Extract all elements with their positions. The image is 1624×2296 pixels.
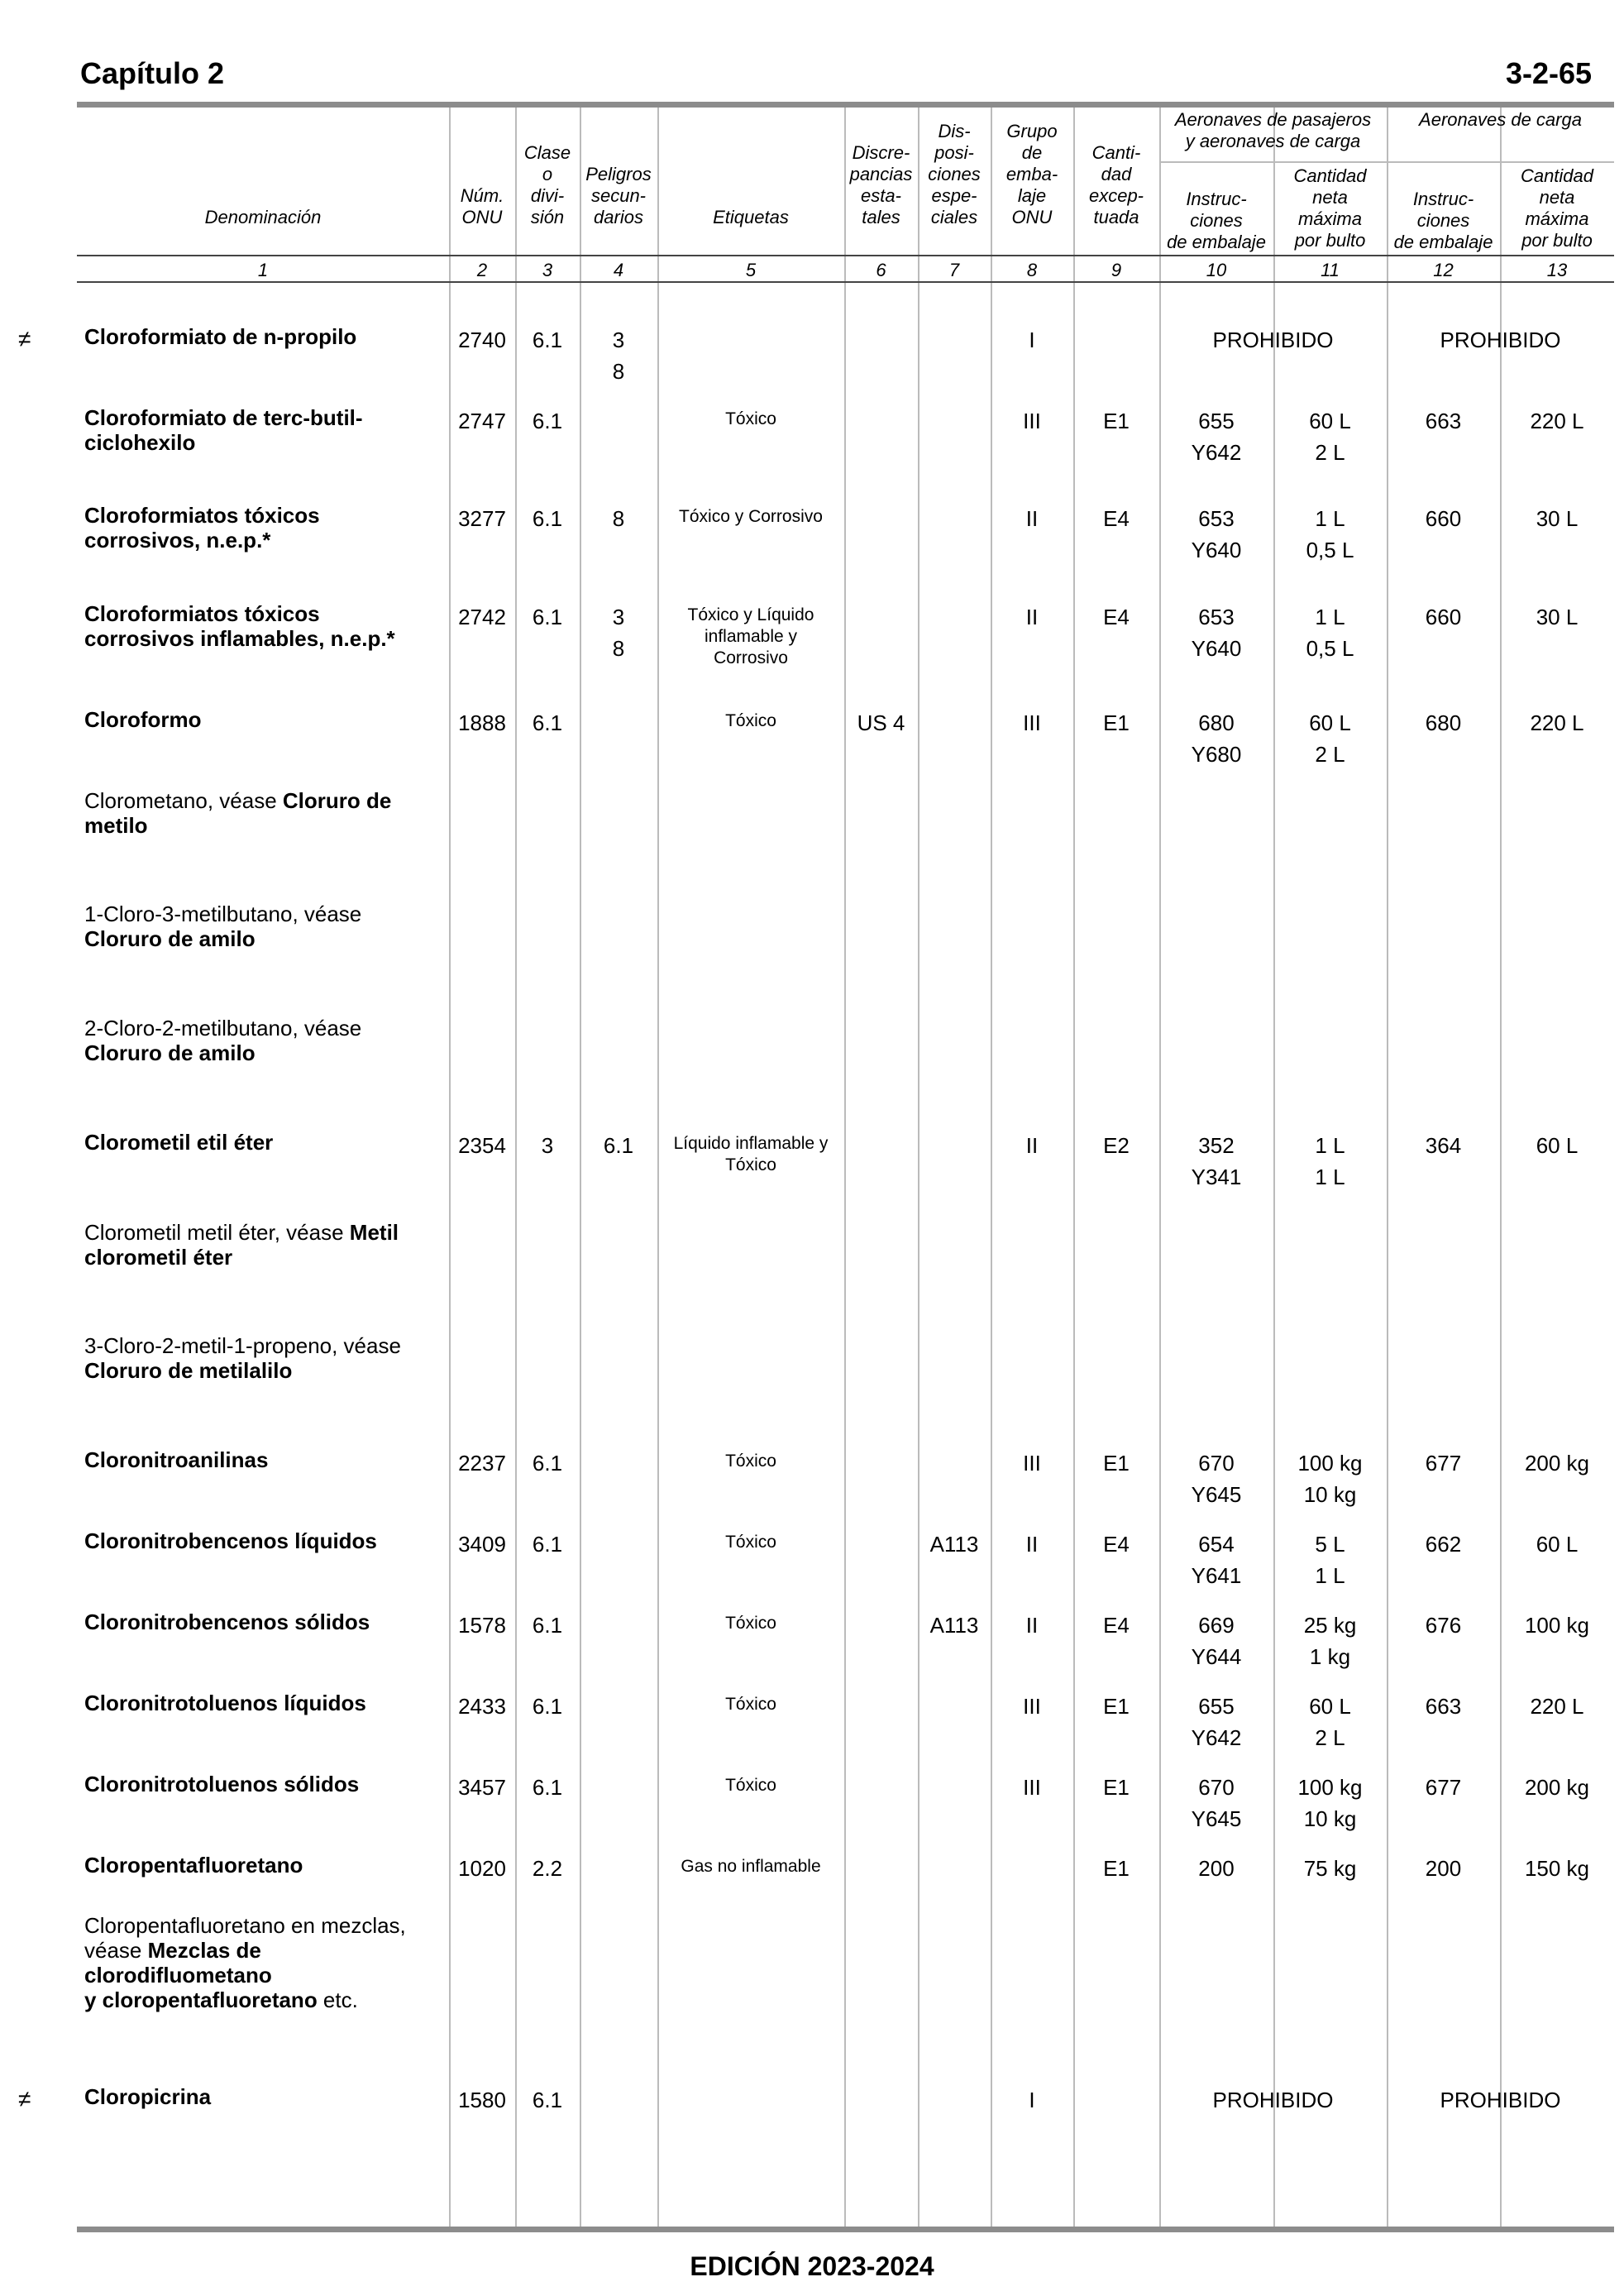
cell-pax-qty: 1 L 0,5 L <box>1306 605 1354 661</box>
cell-clase: 6.1 <box>532 409 563 433</box>
cell-cant-exc: E2 <box>1103 1133 1130 1158</box>
edition-footer: EDICIÓN 2023-2024 <box>690 2251 934 2281</box>
cell-pax-instr: 655 Y642 <box>1191 409 1242 465</box>
cell-etiquetas: Tóxico <box>725 409 776 428</box>
cell-pax-instr: 200 <box>1198 1856 1235 1881</box>
page-number: 3-2-65 <box>1505 56 1592 90</box>
col-header-cargo-instrucciones: Instruc- ciones de embalaje <box>1393 189 1493 252</box>
cell-clase: 6.1 <box>532 1694 563 1719</box>
cell-cargo-qty: 30 L <box>1536 605 1579 629</box>
entry-name: Clorometil metil éter, véase Metil clorometil éter <box>84 1220 399 1270</box>
cell-onu: 2747 <box>458 409 506 433</box>
cell-cargo-instr: 680 <box>1425 710 1462 735</box>
cell-cargo-qty: 60 L <box>1536 1133 1579 1158</box>
cell-cargo-qty: 220 L <box>1530 710 1584 735</box>
cell-cargo-instr: PROHIBIDO <box>1440 2088 1561 2112</box>
cell-cargo-instr: 662 <box>1425 1532 1462 1557</box>
cell-cargo-instr: 677 <box>1425 1775 1462 1800</box>
cell-pax-instr: 653 Y640 <box>1191 605 1242 661</box>
entry-name: Cloronitrotoluenos líquidos <box>84 1691 366 1715</box>
cell-clase: 6.1 <box>532 1532 563 1557</box>
entry-name: Cloropentafluoretano <box>84 1853 303 1877</box>
entry-name: Cloronitrotoluenos sólidos <box>84 1772 360 1796</box>
cell-cargo-qty: 60 L <box>1536 1532 1579 1557</box>
cell-cargo-qty: 30 L <box>1536 506 1579 531</box>
cell-cargo-qty: 200 kg <box>1524 1451 1590 1476</box>
cell-pax-qty: 25 kg 1 kg <box>1303 1613 1357 1669</box>
cell-onu: 3409 <box>458 1532 506 1557</box>
cell-cargo-instr: 200 <box>1425 1856 1462 1881</box>
col-header-clase: Clase o divi- sión <box>523 142 571 227</box>
cell-onu: 1020 <box>458 1856 506 1881</box>
cell-onu: 1888 <box>458 710 506 735</box>
cell-grupo: II <box>1025 605 1039 629</box>
cell-clase: 6.1 <box>532 1775 563 1800</box>
col-header-cargo-cantidad: Cantidad neta máxima por bulto <box>1520 165 1594 251</box>
cell-cargo-qty: 220 L <box>1530 1694 1584 1719</box>
cell-cant-exc: E1 <box>1103 1694 1130 1719</box>
col-header-pasajeros-group: Aeronaves de pasajeros y aeronaves de carga <box>1174 109 1372 151</box>
cell-grupo: I <box>1029 328 1035 352</box>
cell-pax-qty: 100 kg 10 kg <box>1297 1451 1363 1507</box>
cell-grupo: III <box>1023 1775 1041 1800</box>
cell-etiquetas: Tóxico <box>725 1452 776 1471</box>
cell-pax-qty: 60 L 2 L <box>1309 409 1351 465</box>
cell-cargo-qty: 150 kg <box>1524 1856 1590 1881</box>
cell-etiquetas: Tóxico <box>725 1533 776 1552</box>
cell-clase: 6.1 <box>532 328 563 352</box>
entry-name: Cloroformiatos tóxicos corrosivos, n.e.p.* <box>84 503 320 552</box>
cell-peligros: 3 8 <box>612 605 625 661</box>
cell-cargo-qty: 200 kg <box>1524 1775 1590 1800</box>
cell-cargo-qty: 220 L <box>1530 409 1584 433</box>
cell-grupo: II <box>1025 1613 1039 1638</box>
cell-cant-exc: E4 <box>1103 1532 1130 1557</box>
entry-name: Cloropicrina <box>84 2084 212 2109</box>
cell-pax-qty: 75 kg <box>1303 1856 1357 1881</box>
cell-cant-exc: E1 <box>1103 409 1130 433</box>
cell-clase: 6.1 <box>532 2088 563 2112</box>
cell-clase: 6.1 <box>532 506 563 531</box>
cell-cant-exc: E1 <box>1103 1856 1130 1881</box>
entry-name: 3-Cloro-2-metil-1-propeno, véase Cloruro de metilalilo <box>84 1333 401 1383</box>
cell-pax-instr: 654 Y641 <box>1191 1532 1242 1588</box>
cell-pax-instr: PROHIBIDO <box>1212 2088 1334 2112</box>
cell-onu: 1578 <box>458 1613 506 1638</box>
cell-cargo-instr: 660 <box>1425 506 1462 531</box>
col-header-disposiciones: Dis- posi- ciones espe- ciales <box>928 121 981 227</box>
cell-pax-qty: 100 kg 10 kg <box>1297 1775 1363 1831</box>
cell-etiquetas: Tóxico y Líquido inflamable y Corrosivo <box>687 605 814 667</box>
cell-cant-exc: E4 <box>1103 506 1130 531</box>
cell-pax-instr: 655 Y642 <box>1191 1694 1242 1750</box>
cell-onu: 3457 <box>458 1775 506 1800</box>
cell-clase: 6.1 <box>532 710 563 735</box>
entry-name: Cloronitrobencenos líquidos <box>84 1528 377 1553</box>
cell-clase: 6.1 <box>532 605 563 629</box>
cell-grupo: II <box>1025 1133 1039 1158</box>
cell-peligros: 8 <box>612 506 625 531</box>
cell-onu: 3277 <box>458 506 506 531</box>
bottom-rule <box>77 2227 1614 2232</box>
cell-grupo: III <box>1023 409 1041 433</box>
change-mark: ≠ <box>18 2086 31 2112</box>
cell-cargo-instr: 660 <box>1425 605 1462 629</box>
cell-cargo-qty: 100 kg <box>1524 1613 1590 1638</box>
col-header-grupo: Grupo de emba- laje ONU <box>1005 121 1058 227</box>
entry-name: Cloroformiatos tóxicos corrosivos inflamables, n.e.p.* <box>84 601 395 651</box>
cell-disp: A113 <box>929 1613 979 1638</box>
col-header-peligros: Peligros secun- darios <box>585 164 652 227</box>
cell-pax-qty: 1 L 0,5 L <box>1306 506 1354 562</box>
entry-name: Cloroformo <box>84 707 202 732</box>
cell-grupo: I <box>1029 2088 1035 2112</box>
cell-disp: A113 <box>929 1532 979 1557</box>
cell-grupo: III <box>1023 1451 1041 1476</box>
cell-peligros: 6.1 <box>603 1133 634 1158</box>
cell-pax-instr: PROHIBIDO <box>1212 328 1334 352</box>
cell-pax-instr: 670 Y645 <box>1191 1451 1242 1507</box>
cell-cargo-instr: 663 <box>1425 1694 1462 1719</box>
col-header-etiquetas: Etiquetas <box>713 207 789 227</box>
cell-etiquetas: Líquido inflamable y Tóxico <box>673 1134 829 1174</box>
cell-onu: 2742 <box>458 605 506 629</box>
cell-etiquetas: Tóxico <box>725 1776 776 1795</box>
entry-name: 1-Cloro-3-metilbutano, véase Cloruro de amilo <box>84 902 362 951</box>
cell-cant-exc: E4 <box>1103 1613 1130 1638</box>
entry-name: Clorometano, véase Cloruro de metilo <box>84 788 392 838</box>
cell-clase: 6.1 <box>532 1451 563 1476</box>
cell-cargo-instr: 663 <box>1425 409 1462 433</box>
cell-etiquetas: Gas no inflamable <box>681 1857 821 1876</box>
chapter-title: Capítulo 2 <box>80 56 225 90</box>
cell-cargo-instr: 676 <box>1425 1613 1462 1638</box>
cell-onu: 2237 <box>458 1451 506 1476</box>
cell-cant-exc: E4 <box>1103 605 1130 629</box>
cell-onu: 2433 <box>458 1694 506 1719</box>
cell-pax-instr: 670 Y645 <box>1191 1775 1242 1831</box>
cell-cargo-instr: 677 <box>1425 1451 1462 1476</box>
col-header-pax-cantidad: Cantidad neta máxima por bulto <box>1293 165 1367 251</box>
cell-onu: 1580 <box>458 2088 506 2112</box>
col-header-discrepancias: Discre- pancias esta- tales <box>849 142 913 227</box>
cell-onu: 2354 <box>458 1133 506 1158</box>
cell-etiquetas: Tóxico <box>725 711 776 730</box>
cell-cant-exc: E1 <box>1103 710 1130 735</box>
cell-etiquetas: Tóxico y Corrosivo <box>679 507 823 526</box>
entry-name: Cloroformiato de terc-butil- ciclohexilo <box>84 405 363 455</box>
cell-pax-instr: 653 Y640 <box>1191 506 1242 562</box>
cell-onu: 2740 <box>458 328 506 352</box>
col-header-pax-instrucciones: Instruc- ciones de embalaje <box>1167 189 1266 252</box>
entry-name: Clorometil etil éter <box>84 1130 274 1155</box>
cell-grupo: II <box>1025 1532 1039 1557</box>
cell-grupo: III <box>1023 1694 1041 1719</box>
cell-cargo-instr: 364 <box>1425 1133 1462 1158</box>
cell-pax-instr: 680 Y680 <box>1191 710 1242 767</box>
cell-disc: US 4 <box>857 710 905 735</box>
cell-grupo: III <box>1023 710 1041 735</box>
cell-pax-instr: 352 Y341 <box>1191 1133 1242 1189</box>
col-header-denominacion: Denominación <box>204 207 322 227</box>
entry-name: Cloropentafluoretano en mezclas, véase Mezclas de clorodifluometano y cloropentafluoretano etc. <box>84 1913 406 2012</box>
cell-pax-instr: 669 Y644 <box>1191 1613 1242 1669</box>
top-rule <box>77 102 1614 108</box>
cell-peligros: 3 8 <box>612 328 625 384</box>
cell-cant-exc: E1 <box>1103 1775 1130 1800</box>
col-header-cantidad-exceptuada: Canti- dad excep- tuada <box>1088 142 1144 227</box>
cell-etiquetas: Tóxico <box>725 1614 776 1633</box>
cell-cargo-instr: PROHIBIDO <box>1440 328 1561 352</box>
entry-name: Cloronitrobencenos sólidos <box>84 1610 370 1634</box>
cell-pax-qty: 60 L 2 L <box>1309 1694 1351 1750</box>
cell-cant-exc: E1 <box>1103 1451 1130 1476</box>
cell-grupo: II <box>1025 506 1039 531</box>
entry-name: Cloroformiato de n-propilo <box>84 324 357 349</box>
cell-clase: 3 <box>541 1133 554 1158</box>
entry-name: Cloronitroanilinas <box>84 1447 269 1472</box>
change-mark: ≠ <box>18 326 31 352</box>
cell-clase: 2.2 <box>532 1856 563 1881</box>
col-header-carga-group: Aeronaves de carga <box>1419 109 1582 130</box>
cell-etiquetas: Tóxico <box>725 1695 776 1714</box>
cell-pax-qty: 5 L 1 L <box>1315 1532 1345 1588</box>
cell-clase: 6.1 <box>532 1613 563 1638</box>
cell-pax-qty: 1 L 1 L <box>1315 1133 1345 1189</box>
cell-pax-qty: 60 L 2 L <box>1309 710 1351 767</box>
entry-name: 2-Cloro-2-metilbutano, véase Cloruro de amilo <box>84 1016 362 1065</box>
col-header-num-onu: Núm. ONU <box>460 185 504 227</box>
